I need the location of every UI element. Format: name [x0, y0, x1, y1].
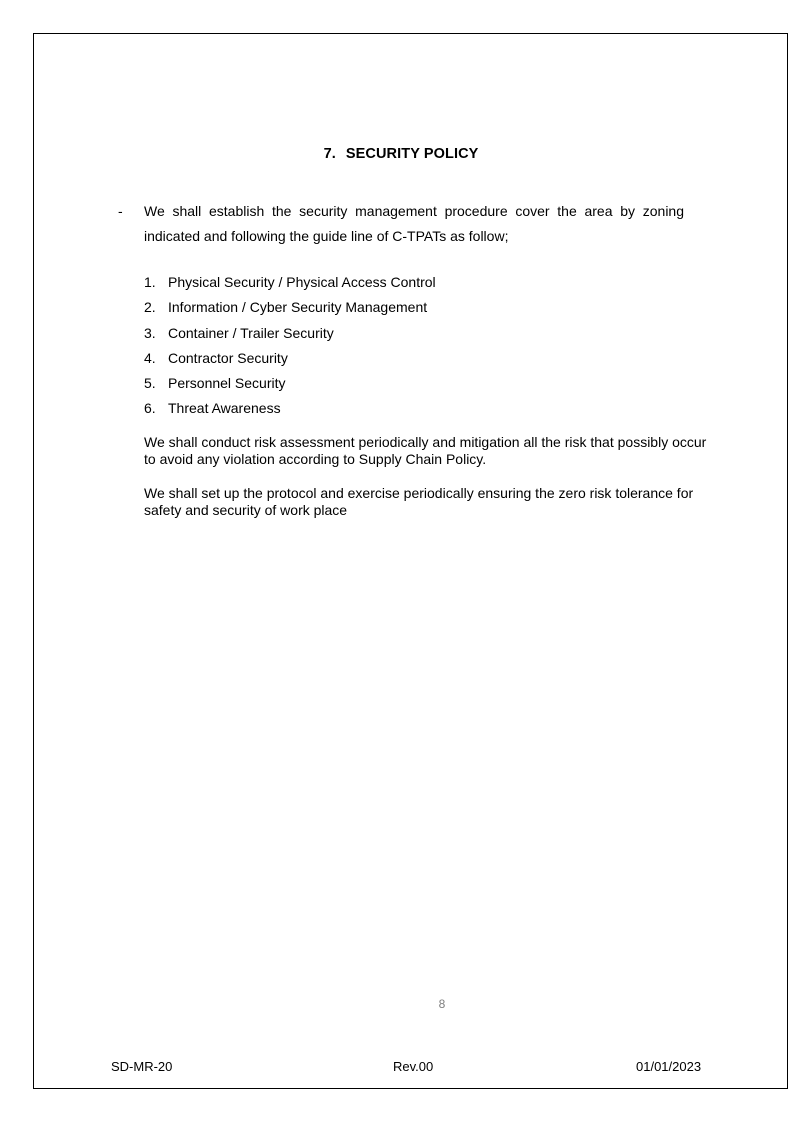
list-item: [144, 398, 664, 423]
list-item-number: 5.: [144, 375, 156, 392]
section-title: SECURITY POLICY: [345, 146, 479, 162]
list-item-number: 6.: [144, 400, 156, 417]
risk-assessment-paragraph: We shall conduct risk assessment periodically and mitigation all the risk that possibly occur to avoid any violation according to Supply Chain Policy.: [144, 434, 707, 467]
revision-label: Rev.00: [393, 1059, 434, 1074]
list-item-number: 1.: [144, 274, 156, 290]
section-heading: [0, 146, 795, 162]
list-item-label: Contractor Security: [168, 349, 288, 366]
page-border: [33, 33, 788, 1089]
section-number: 7.: [323, 146, 336, 162]
list-item: [144, 348, 664, 373]
intro-text: We shall establish the security management procedure cover the area by zoning indicated and following the guide line of C-TPATs as follow;: [144, 203, 684, 244]
list-item-number: 2.: [144, 299, 156, 316]
protocol-paragraph: We shall set up the protocol and exercise periodically ensuring the zero risk tolerance for safety and security of work place: [144, 485, 694, 518]
list-item-label: Information / Cyber Security Management: [168, 299, 428, 316]
list-item-number: 3.: [144, 324, 156, 341]
list-item: [144, 323, 664, 348]
security-areas-list: [144, 272, 664, 424]
list-item-label: Container / Trailer Security: [168, 324, 334, 341]
list-item: [144, 272, 664, 297]
bullet-dash: -: [118, 203, 123, 219]
list-item-label: Physical Security / Physical Access Control: [168, 274, 436, 290]
list-item-label: Personnel Security: [168, 375, 286, 392]
document-code: SD-MR-20: [111, 1059, 173, 1074]
list-item-number: 4.: [144, 349, 156, 366]
list-item: [144, 373, 664, 398]
page-number: 8: [438, 997, 446, 1011]
document-date: 01/01/2023: [636, 1059, 702, 1074]
list-item-label: Threat Awareness: [168, 400, 281, 417]
list-item: [144, 297, 664, 322]
